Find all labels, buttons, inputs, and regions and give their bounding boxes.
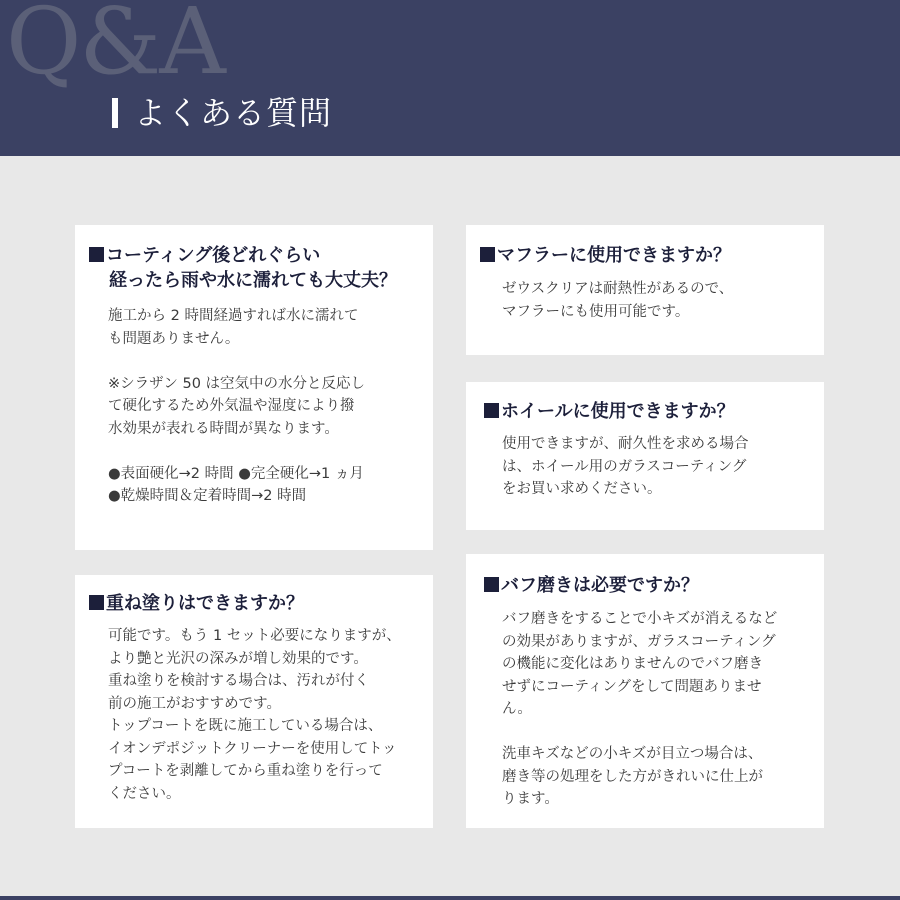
answer-line: プコートを剥離してから重ね塗りを行って (108, 763, 383, 779)
answer-line: 使用できますが、耐久性を求める場合 (502, 436, 749, 452)
answer-line: 可能です。もう 1 セット必要になりますが、 (108, 628, 401, 644)
answer-line: も問題ありません。 (108, 330, 240, 347)
answer-line: より艶と光沢の深みが増し効果的です。 (108, 650, 368, 667)
question-line-1: 重ね塗りはできますか？ (106, 593, 304, 614)
question-line-1: マフラーに使用できますか？ (497, 245, 731, 266)
faq-question (480, 243, 731, 268)
answer-line: ゼウスクリアは耐熱性があるので、 (502, 281, 734, 297)
answer-line: 洗車キズなどの小キズが目立つ場合は、 (502, 746, 763, 762)
faq-answer (108, 305, 365, 508)
answer-line: ん。 (502, 701, 532, 717)
answer-line: ください。 (108, 785, 181, 802)
answer-line: 水効果が表れる時間が異なります。 (108, 420, 339, 437)
question-line-1: ホイールに使用できますか？ (501, 401, 735, 422)
square-bullet-icon (484, 403, 499, 418)
faq-answer (502, 608, 777, 811)
question-line-1: コーティング後どれぐらい (106, 245, 321, 266)
answer-line: ●表面硬化→2 時間 ●完全硬化→1 ヵ月 (108, 465, 364, 482)
answer-line: 前の施工がおすすめです。 (108, 695, 281, 712)
answer-line: トップコートを既に施工している場合は、 (108, 718, 383, 734)
answer-line: ります。 (502, 791, 559, 807)
answer-line: の効果がありますが、ガラスコーティング (502, 633, 776, 650)
answer-line: ●乾燥時間＆定着時間→2 時間 (108, 488, 307, 504)
faq-question (89, 243, 397, 293)
faq-answer (502, 278, 733, 323)
answer-line: マフラーにも使用可能です。 (502, 303, 690, 320)
answer-line: ※シラザン 50 は空気中の水分と反応し (108, 375, 366, 392)
page-title: よくある質問 (134, 94, 333, 132)
square-bullet-icon (484, 577, 499, 592)
answer-line: て硬化するため外気温や湿度により撥 (108, 398, 355, 414)
faq-question (89, 591, 304, 616)
qa-watermark: Q&A (6, 0, 224, 95)
title-accent-bar (112, 98, 118, 128)
answer-line: 磨き等の処理をした方がきれいに仕上が (502, 768, 763, 785)
page-header (0, 0, 900, 156)
answer-line: は、ホイール用のガラスコーティング (502, 458, 747, 475)
answer-line: イオンデポジットクリーナーを使用してトッ (108, 740, 397, 757)
faq-card-recoat (75, 575, 433, 828)
faq-answer (502, 433, 749, 501)
answer-line: 重ね塗りを検討する場合は、汚れが付く (108, 673, 369, 689)
bottom-border (0, 896, 900, 900)
answer-line: せずにコーティングをして問題ありませ (502, 678, 762, 695)
faq-card-wheel (466, 382, 824, 530)
answer-line: をお買い求めください。 (502, 481, 662, 497)
answer-line: バフ磨きをすることで小キズが消えるなど (502, 611, 778, 627)
square-bullet-icon (89, 595, 104, 610)
faq-card-muffler (466, 225, 824, 355)
faq-question (484, 573, 699, 598)
answer-line: 施工から 2 時間経過すれば水に濡れて (108, 308, 359, 324)
square-bullet-icon (480, 247, 495, 262)
faq-card-drying-time (75, 225, 433, 550)
answer-line: の機能に変化はありませんのでバフ磨き (502, 656, 763, 672)
faq-answer (108, 625, 401, 805)
question-line-1: バフ磨きは必要ですか？ (501, 575, 699, 596)
square-bullet-icon (89, 247, 104, 262)
question-line-2: 経ったら雨や水に濡れても大丈夫？ (109, 270, 397, 291)
faq-card-buffing (466, 554, 824, 828)
faq-question (484, 399, 735, 424)
